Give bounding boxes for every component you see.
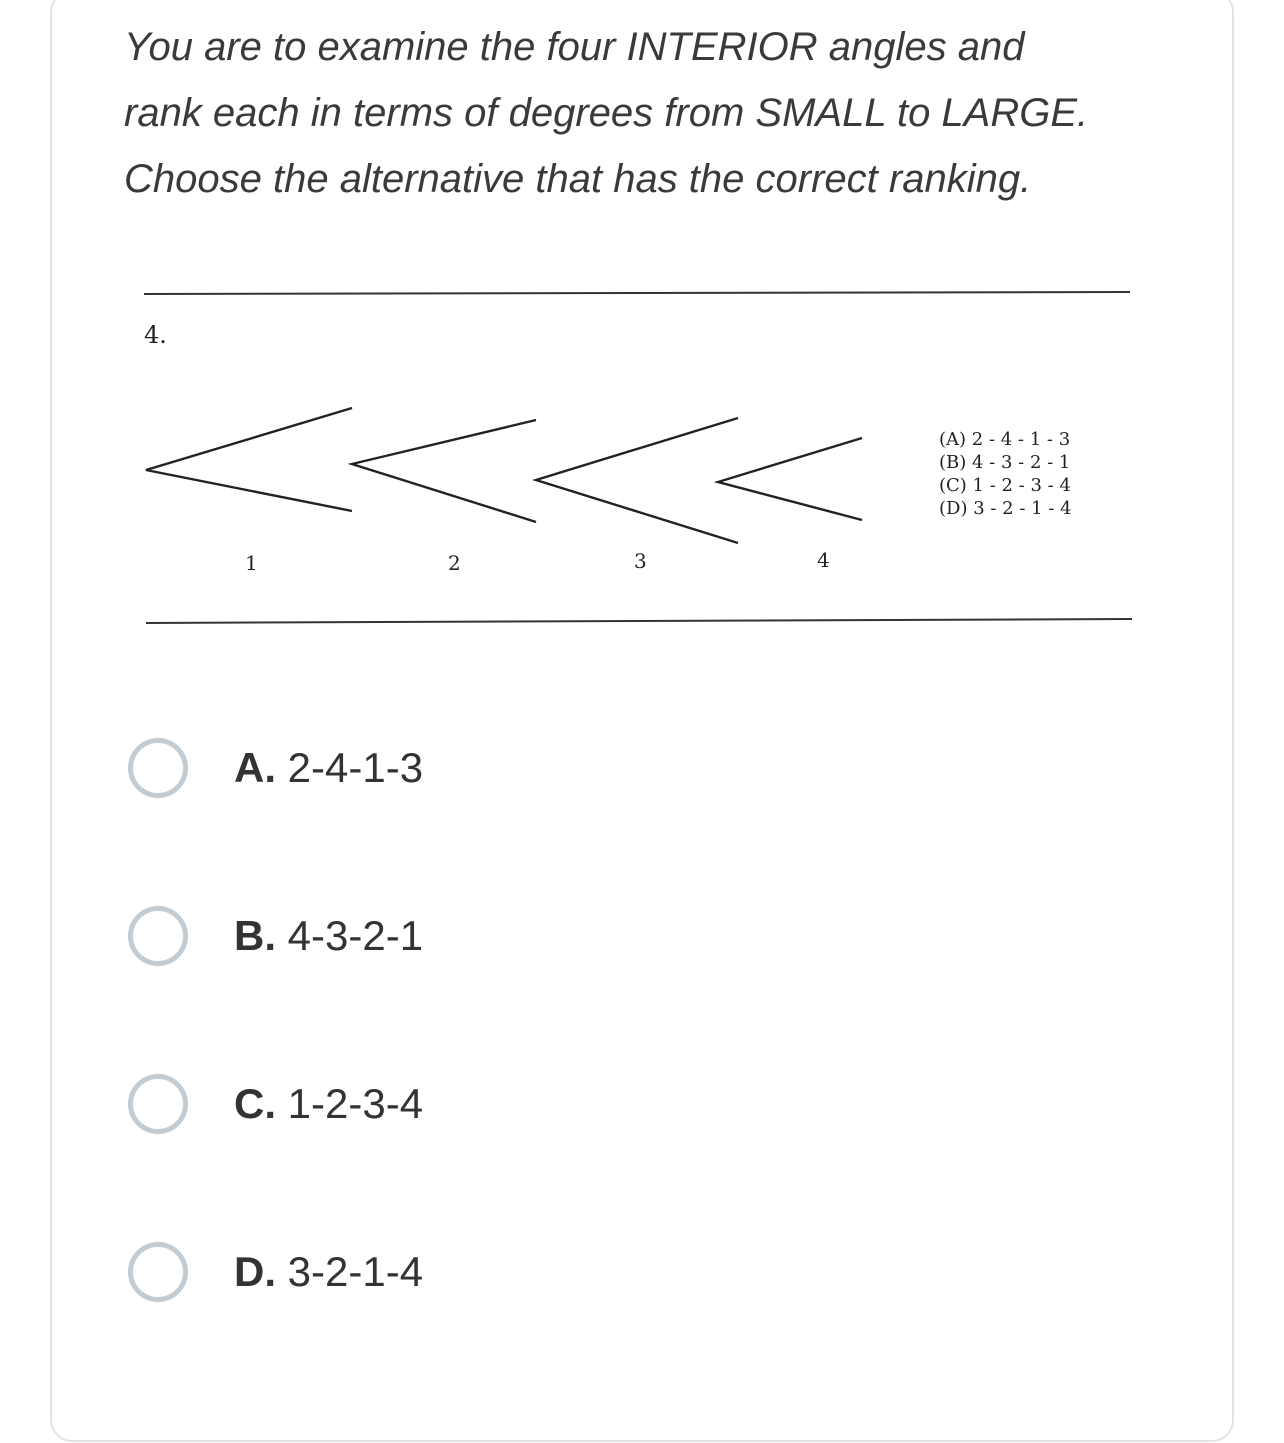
radio-button-c[interactable] — [128, 1074, 188, 1134]
angles-figure-svg — [124, 268, 1144, 648]
printed-choice-d: (D) 3 - 2 - 1 - 4 — [939, 498, 1072, 519]
radio-button-d[interactable] — [128, 1242, 188, 1302]
option-a[interactable] — [128, 738, 728, 906]
question-line: You are to examine the four INTERIOR angles and — [124, 25, 1025, 69]
option-value: 1-2-3-4 — [287, 1080, 424, 1127]
option-value: 2-4-1-3 — [287, 744, 424, 791]
question-line: rank each in terms of degrees from SMALL to LARGE. — [124, 91, 1089, 135]
printed-choice-c: (C) 1 - 2 - 3 - 4 — [939, 475, 1071, 496]
option-b[interactable] — [128, 906, 728, 1074]
question-line: Choose the alternative that has the correct ranking. — [124, 157, 1032, 201]
option-c[interactable] — [128, 1074, 728, 1242]
option-value: 3-2-1-4 — [287, 1248, 424, 1295]
angle-label-1: 1 — [245, 551, 258, 575]
option-letter: C. — [234, 1080, 276, 1127]
option-d[interactable] — [128, 1242, 728, 1410]
angle-2 — [352, 420, 536, 522]
angles-figure — [124, 268, 1144, 648]
option-letter: D. — [234, 1248, 276, 1295]
angle-label-3: 3 — [634, 549, 647, 573]
answer-options — [128, 738, 728, 1410]
question-prompt — [124, 14, 1184, 212]
printed-choice-a: (A) 2 - 4 - 1 - 3 — [939, 429, 1071, 450]
figure-bottom-rule — [146, 619, 1132, 623]
radio-button-a[interactable] — [128, 738, 188, 798]
radio-button-b[interactable] — [128, 906, 188, 966]
printed-choice-b: (B) 4 - 3 - 2 - 1 — [939, 452, 1071, 473]
option-letter: B. — [234, 912, 276, 959]
option-letter: A. — [234, 744, 276, 791]
figure-top-rule — [144, 292, 1130, 294]
option-value: 4-3-2-1 — [287, 912, 424, 959]
angle-4 — [718, 438, 862, 520]
option-c-text — [234, 1080, 423, 1128]
option-b-text — [234, 912, 423, 960]
angle-label-4: 4 — [817, 548, 830, 572]
option-d-text — [234, 1248, 423, 1296]
angle-1 — [146, 408, 352, 511]
angle-3 — [536, 418, 738, 543]
angle-label-2: 2 — [448, 551, 461, 575]
option-a-text — [234, 744, 423, 792]
figure-item-number: 4. — [144, 321, 167, 349]
